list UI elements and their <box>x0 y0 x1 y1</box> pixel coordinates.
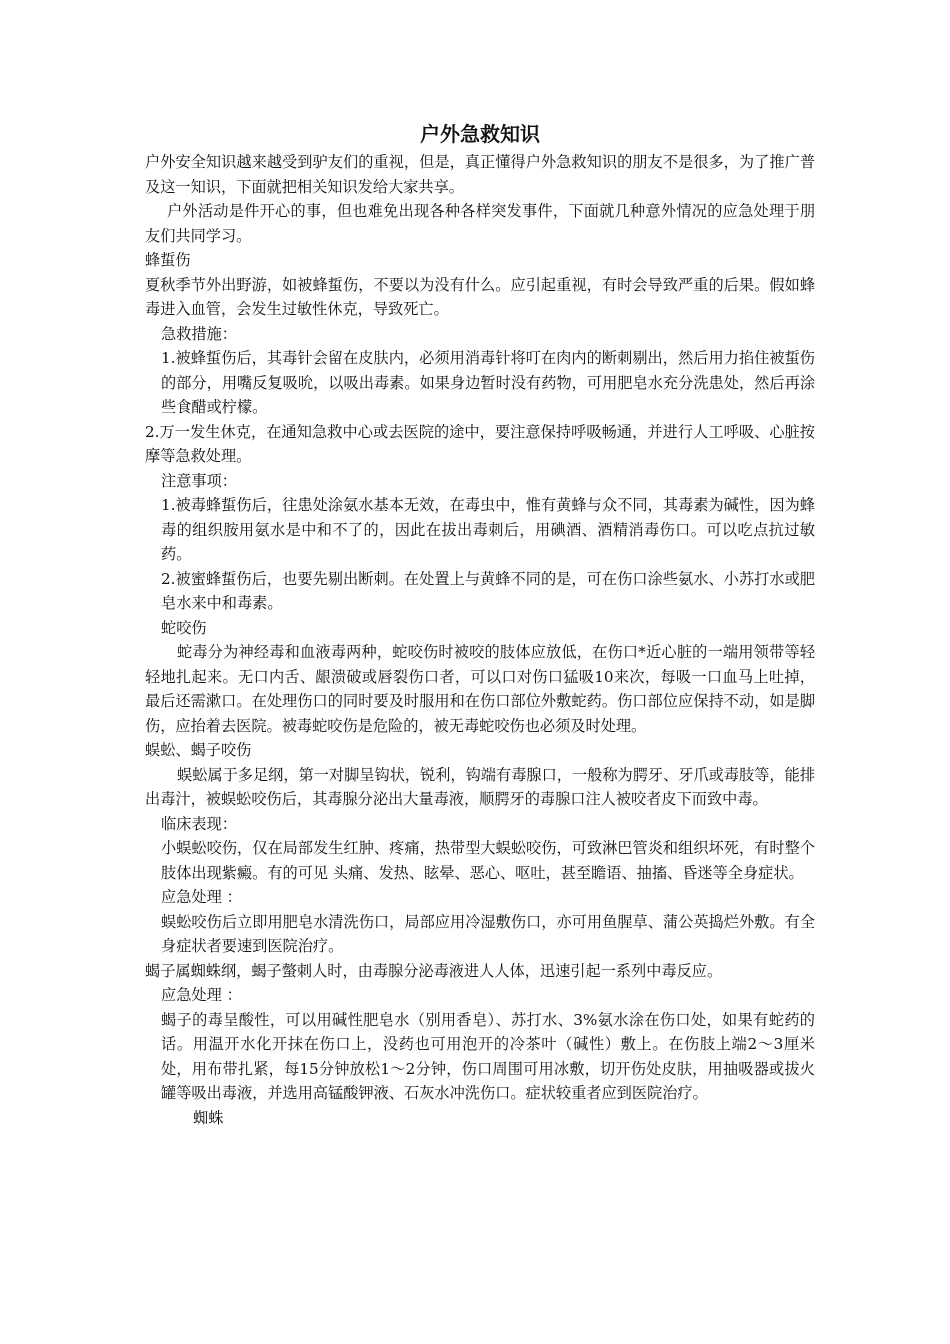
paragraph: 应急处理 ： <box>161 888 242 906</box>
paragraph: 小蜈蚣咬伤，仅在局部发生红肿、疼痛，热带型大蜈蚣咬伤，可致淋巴管炎和组织坏死，有时整个肢体出现紫癜。有的可见 头痛、发热、眩晕、恶心、呕吐，甚至瞻语、抽搐、昏迷等全身症状。 <box>161 839 815 882</box>
paragraph: 蜘蛛 <box>193 1108 224 1127</box>
document-page <box>145 120 815 1130</box>
document-body <box>145 150 815 1130</box>
paragraph: 注意事项： <box>161 471 237 490</box>
paragraph: 蝎子属蜘蛛纲，蝎子螫刺人时，由毒腺分泌毒液进人人体，迅速引起一系列中毒反应。 <box>145 961 723 980</box>
paragraph: 蜈蚣属于多足纲，第一对脚呈钩状，锐利，钩端有毒腺口，一般称为腭牙、牙爪或毒肢等，能排出毒汁，被蜈蚣咬伤后，其毒腺分泌出大量毒液，顺腭牙的毒腺口注人被咬者皮下而致中毒。 <box>145 765 815 808</box>
paragraph: 急救措施： <box>161 324 237 343</box>
paragraph: 2.万一发生休克，在通知急救中心或去医院的途中，要注意保持呼吸畅通，并进行人工呼吸、心脏按摩等急救处理。 <box>145 422 815 465</box>
paragraph: 1.被毒蜂蜇伤后，往患处涂氨水基本无效，在毒虫中，惟有黄蜂与众不同，其毒素为碱性，因为蜂毒的组织胺用氨水是中和不了的，因此在拔出毒刺后，用碘酒、酒精消毒伤口。可以吃点抗过敏药。 <box>161 496 815 563</box>
paragraph: 蜂蜇伤 <box>145 251 191 269</box>
paragraph: 蛇毒分为神经毒和血液毒两种，蛇咬伤时被咬的肢体应放低，在伤口*近心脏的一端用领带等轻轻地扎起来。无口内舌、龈溃破或唇裂伤口者，可以口对伤口猛吸10来次，每吸一口血马上吐掉，最后还需漱口。在处理伤口的同时要及时服用和在伤口部位外敷蛇药。伤口部位应保持不动，如是脚伤，应抬着去医院。被毒蛇咬伤是危险的，被无毒蛇咬伤也必须及时处理。 <box>145 643 815 735</box>
paragraph: 临床表现： <box>161 814 237 833</box>
paragraph: 2.被蜜蜂蜇伤后，也要先剔出断刺。在处置上与黄蜂不同的是，可在伤口涂些氨水、小苏打水或肥皂水来中和毒素。 <box>161 569 815 612</box>
paragraph: 蜈蚣、蝎子咬伤 <box>145 741 252 759</box>
paragraph: 蜈蚣咬伤后立即用肥皂水清洗伤口，局部应用冷湿敷伤口，亦可用鱼腥草、蒲公英捣烂外敷。有全身症状者要速到医院治疗。 <box>161 912 815 955</box>
paragraph: 户外安全知识越来越受到驴友们的重视，但是，真正懂得户外急救知识的朋友不是很多，为了推广普及这一知识，下面就把相关知识发给大家共享。 <box>145 153 815 196</box>
paragraph: 夏秋季节外出野游，如被蜂蜇伤，不要以为没有什么。应引起重视，有时会导致严重的后果。假如蜂毒进入血管，会发生过敏性休克，导致死亡。 <box>145 275 815 318</box>
paragraph: 应急处理 ： <box>161 986 242 1004</box>
paragraph: 户外活动是件开心的事，但也难免出现各种各样突发事件，下面就几种意外情况的应急处理于朋友们共同学习。 <box>145 202 815 245</box>
paragraph: 蛇咬伤 <box>161 618 207 637</box>
paragraph: 1.被蜂蜇伤后，其毒针会留在皮肤内，必须用消毒针将叮在肉内的断刺剔出，然后用力掐住被蜇伤的部分，用嘴反复吸吮，以吸出毒素。如果身边暂时没有药物，可用肥皂水充分洗患处，然后再涂些食醋或柠檬。 <box>161 349 815 416</box>
document-title: 户外急救知识 <box>420 122 540 146</box>
paragraph: 蝎子的毒呈酸性，可以用碱性肥皂水（别用香皂）、苏打水、3%氨水涂在伤口处，如果有蛇药的话。用温开水化开抹在伤口上，没药也可用泡开的冷茶叶（碱性）敷上。在伤肢上端2～3厘米处，用布带扎紧，每15分钟放松1～2分钟，伤口周围可用冰敷，切开伤处皮肤，用抽吸器或拔火罐等吸出毒液，并选用高锰酸钾液、石灰水冲洗伤口。症状较重者应到医院治疗。 <box>161 1010 815 1102</box>
